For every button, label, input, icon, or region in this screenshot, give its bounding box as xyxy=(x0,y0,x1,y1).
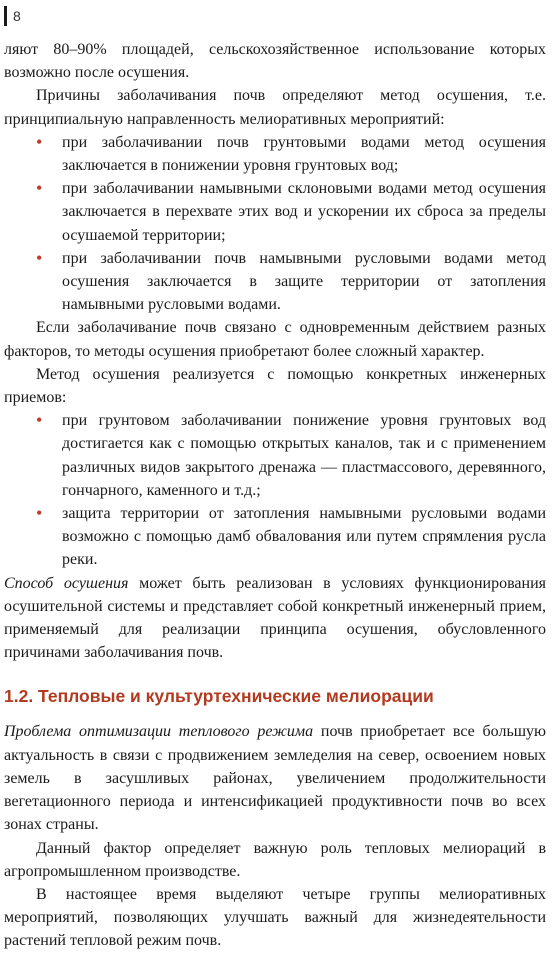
list-item-text: защита территории от затопления намывными русловыми водами возможно с помощью дамб обвалования или путем спрямления русла реки. xyxy=(62,505,546,569)
paragraph-text: почв приобретает все большую актуальность в связи с продвижением земледелия на север, освоением новых земель в засушливых районах, увеличением продолжительности вегетационного периода и интенсификацией продуктивности почв во всех зонах страны. xyxy=(4,723,547,834)
paragraph-factor-role: Данный фактор определяет важную роль тепловых мелиораций в агропромышленном производстве. xyxy=(4,839,546,880)
bullet-icon: • xyxy=(36,410,43,431)
bullet-icon: • xyxy=(36,247,43,268)
paragraph-engineering-methods: Метод осушения реализуется с помощью конкретных инженерных приемов: xyxy=(4,365,546,407)
paragraph-four-groups: В настоящее время выделяют четыре группы мелиоративных мероприятий, позволяющих улучшать важный для жизнедеятельности растений тепловой режим почв. xyxy=(4,885,546,950)
section-heading: 1.2. Тепловые и культуртехнические мелиорации xyxy=(4,686,434,707)
list-item xyxy=(4,247,546,317)
italic-term: Проблема оптимизации теплового режима xyxy=(4,723,314,741)
list-item xyxy=(4,131,546,177)
page-marker-bar xyxy=(4,6,7,26)
italic-term: Способ осушения xyxy=(4,574,129,592)
paragraph-continued: ляют 80–90% площадей, сельскохозяйственное использование которых возможно после осушения. xyxy=(4,41,546,82)
list-item-text: при заболачивании намывными склоновыми водами метод осушения заключается в перехвате этих вод и ускорении их сброса за пределы осушаемой территории; xyxy=(62,180,546,244)
list-item-text: при грунтовом заболачивании понижение уровня грунтовых вод достигается как с помощью открытых каналов, так и с применением различных видов закрытого дренажа — пластмассового, деревянного, гончарного, каменного и т.д.; xyxy=(62,412,546,499)
list-item-text: при заболачивании почв грунтовыми водами метод осушения заключается в понижении уровня грунтовых вод; xyxy=(62,133,546,175)
list-item-text: при заболачивании почв намывными русловыми водами метод осушения заключается в защите территории от затопления намывными русловыми водами. xyxy=(62,249,546,314)
bullet-icon: • xyxy=(36,131,43,152)
list-item xyxy=(4,409,546,502)
page-header xyxy=(4,6,21,26)
drainage-methods-list xyxy=(4,131,546,317)
engineering-techniques-list xyxy=(4,409,546,571)
paragraph-causes: Причины заболачивания почв определяют метод осушения, т.е. принципиальную направленность мелиоративных мероприятий: xyxy=(4,87,546,128)
bullet-icon: • xyxy=(36,178,43,199)
page-body xyxy=(4,38,546,953)
paragraph-drainage-method-definition xyxy=(4,572,546,665)
paragraph-thermal-regime xyxy=(4,720,546,836)
list-item xyxy=(4,502,546,572)
paragraph-complex-factors: Если заболачивание почв связано с одновременным действием разных факторов, то методы осушения приобретают более сложный характер. xyxy=(4,319,546,360)
page-number: 8 xyxy=(13,8,21,24)
bullet-icon: • xyxy=(36,503,43,524)
list-item xyxy=(4,177,546,247)
paragraph-text: может быть реализован в условиях функционирования осушительной системы и представляет собой конкретный инженерный прием, применяемый для реализации принципа осушения, обусловленного причинами заболачивания почв. xyxy=(4,574,546,662)
